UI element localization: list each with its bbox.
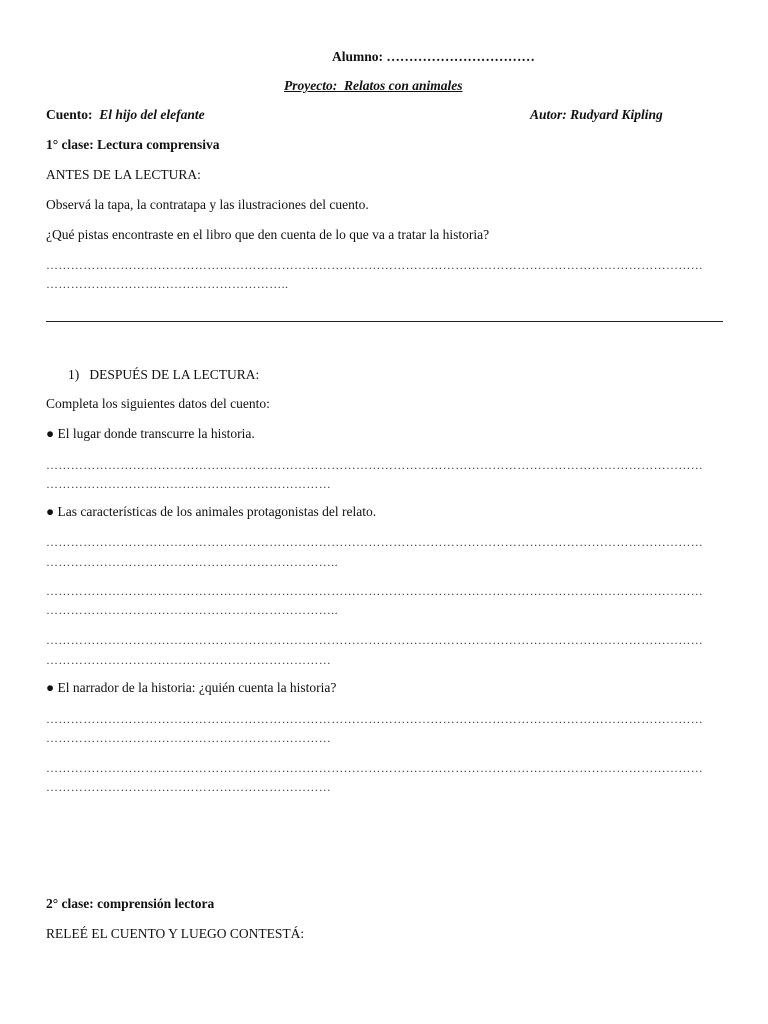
despues-number: 1) bbox=[68, 367, 80, 382]
answer-line[interactable]: …………………………………………………………………………………………………………………………………………… bbox=[46, 584, 704, 598]
item-label: Las características de los animales protagonistas del relato. bbox=[57, 504, 377, 519]
answer-line[interactable]: …………………………………………………………… bbox=[46, 477, 332, 491]
bullet-item-caracteristicas bbox=[46, 503, 376, 521]
item-label: El lugar donde transcurre la historia. bbox=[57, 426, 255, 441]
despues-heading: DESPUÉS DE LA LECTURA: bbox=[89, 367, 260, 382]
answer-line[interactable]: …………………………………………………………………………………………………………………………………………… bbox=[46, 535, 704, 549]
cuento-line bbox=[46, 106, 205, 124]
answer-line[interactable]: ………………………………………………….. bbox=[46, 277, 289, 291]
bullet-icon: ● bbox=[46, 504, 55, 519]
despues-instruction: Completa los siguientes datos del cuento: bbox=[46, 396, 270, 411]
answer-line[interactable]: …………………………………………………………………………………………………………………………………………… bbox=[46, 258, 704, 272]
answer-line[interactable]: …………………………………………………………………………………………………………………………………………… bbox=[46, 633, 704, 647]
despues-heading-line bbox=[68, 366, 259, 384]
antes-heading: ANTES DE LA LECTURA: bbox=[46, 167, 201, 182]
alumno-label: Alumno: bbox=[332, 49, 384, 64]
bullet-icon: ● bbox=[46, 426, 55, 441]
cuento-title: El hijo del elefante bbox=[99, 107, 205, 122]
clase1-heading: 1° clase: Lectura comprensiva bbox=[46, 137, 220, 152]
answer-line[interactable]: …………………………………………………………… bbox=[46, 653, 332, 667]
answer-line[interactable]: …………………………………………………………….. bbox=[46, 555, 338, 569]
answer-line[interactable]: …………………………………………………………… bbox=[46, 731, 332, 745]
cuento-label: Cuento: bbox=[46, 107, 93, 122]
clase1-instruction: Observá la tapa, la contratapa y las ilustraciones del cuento. bbox=[46, 197, 369, 212]
bullet-item-narrador bbox=[46, 679, 336, 697]
answer-line[interactable]: …………………………………………………………………………………………………………………………………………… bbox=[46, 712, 704, 726]
alumno-line bbox=[332, 48, 535, 66]
bullet-icon: ● bbox=[46, 680, 55, 695]
proyecto-title: Relatos con animales bbox=[343, 78, 463, 93]
clase2-instruction: RELEÉ EL CUENTO Y LUEGO CONTESTÁ: bbox=[46, 926, 305, 941]
proyecto-label: Proyecto: bbox=[284, 78, 338, 93]
answer-line[interactable]: …………………………………………………………….. bbox=[46, 603, 338, 617]
proyecto-line bbox=[284, 77, 463, 95]
item-label: El narrador de la historia: ¿quién cuenta la historia? bbox=[57, 680, 337, 695]
answer-line[interactable]: …………………………………………………………… bbox=[46, 780, 332, 794]
answer-line[interactable]: …………………………………………………………………………………………………………………………………………… bbox=[46, 761, 704, 775]
clase2-heading: 2° clase: comprensión lectora bbox=[46, 896, 215, 911]
autor-line: Autor: Rudyard Kipling bbox=[530, 107, 663, 122]
alumno-dots: …………………………… bbox=[386, 49, 535, 64]
section-divider bbox=[46, 321, 723, 322]
bullet-item-lugar bbox=[46, 425, 255, 443]
answer-line[interactable]: …………………………………………………………………………………………………………………………………………… bbox=[46, 458, 704, 472]
clase1-question: ¿Qué pistas encontraste en el libro que den cuenta de lo que va a tratar la historia? bbox=[46, 227, 490, 242]
